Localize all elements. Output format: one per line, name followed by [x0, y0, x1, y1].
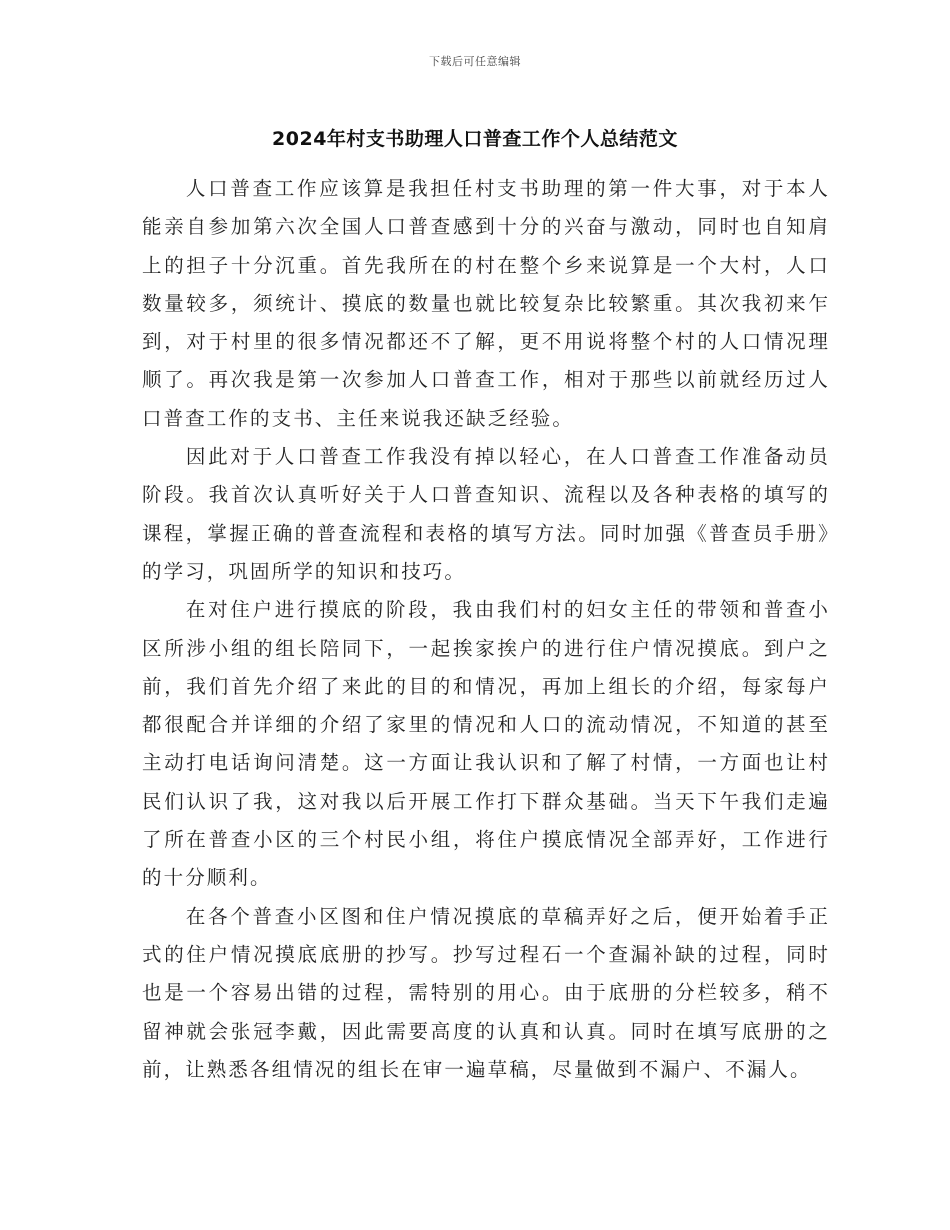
header-note: 下载后可任意编辑 [429, 55, 521, 68]
document-title: 2024年村支书助理人口普查工作个人总结范文 [272, 128, 678, 150]
paragraph-2: 因此对于人口普查工作我没有掉以轻心，在人口普查工作准备动员阶段。我首次认真听好关于人口普查知识、流程以及各种表格的填写的课程，掌握正确的普查流程和表格的填写方法。同时加强《普查员手册》的学习，巩固所学的知识和技巧。 [142, 445, 830, 583]
paragraph-3: 在对住户进行摸底的阶段，我由我们村的妇女主任的带领和普查小区所涉小组的组长陪同下，一起挨家挨户的进行住户情况摸底。到户之前，我们首先介绍了来此的目的和情况，再加上组长的介绍，每家每户都很配合并详细的介绍了家里的情况和人口的流动情况，不知道的甚至主动打电话询问清楚。这一方面让我认识和了解了村情，一方面也让村民们认识了我，这对我以后开展工作打下群众基础。当天下午我们走遍了所在普查小区的三个村民小组，将住户摸底情况全部弄好，工作进行的十分顺利。 [142, 598, 830, 890]
paragraph-4: 在各个普查小区图和住户情况摸底的草稿弄好之后，便开始着手正式的住户情况摸底底册的抄写。抄写过程石一个查漏补缺的过程，同时也是一个容易出错的过程，需特别的用心。由于底册的分栏较多，稍不留神就会张冠李戴，因此需要高度的认真和认真。同时在填写底册的之前，让熟悉各组情况的组长在审一遍草稿，尽量做到不漏户、不漏人。 [142, 904, 830, 1081]
paragraph-1: 人口普查工作应该算是我担任村支书助理的第一件大事，对于本人能亲自参加第六次全国人口普查感到十分的兴奋与激动，同时也自知肩上的担子十分沉重。首先我所在的村在整个乡来说算是一个大村，人口数量较多，须统计、摸底的数量也就比较复杂比较繁重。其次我初来乍到，对于村里的很多情况都还不了解，更不用说将整个村的人口情况理顺了。再次我是第一次参加人口普查工作，相对于那些以前就经历过人口普查工作的支书、主任来说我还缺乏经验。 [142, 177, 830, 430]
document-body [142, 170, 830, 1089]
